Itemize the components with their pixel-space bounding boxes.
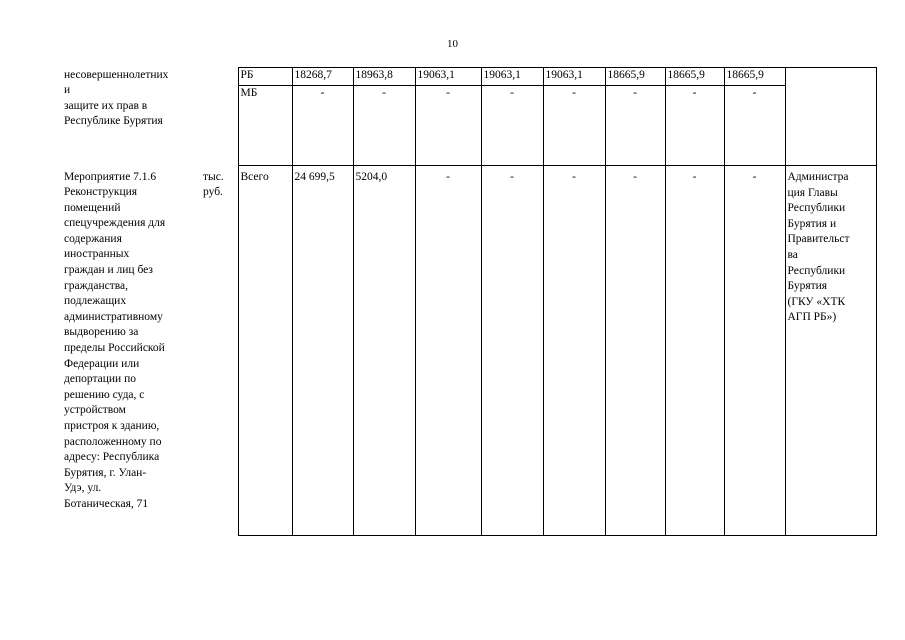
source-cell: РБ — [238, 68, 292, 86]
unit-cell — [201, 68, 238, 166]
item-name-cell: несовершеннолетних и защите их прав в Республике Бурятия — [64, 68, 169, 128]
value-cell: 5204,0 — [353, 166, 415, 536]
page-number: 10 — [447, 38, 458, 50]
value-cell: 19063,1 — [415, 68, 481, 86]
value-cell: 24 699,5 — [292, 166, 353, 536]
value-cell: - — [415, 166, 481, 536]
value-cell: - — [543, 166, 605, 536]
value-cell: - — [605, 86, 665, 166]
value-cell: - — [415, 86, 481, 166]
table-row — [62, 166, 876, 536]
executor-cell — [785, 68, 876, 166]
value-cell: 18665,9 — [724, 68, 785, 86]
value-cell: - — [665, 86, 724, 166]
value-cell: 18268,7 — [292, 68, 353, 86]
table-row — [62, 68, 876, 86]
value-cell: - — [605, 166, 665, 536]
value-cell: - — [724, 166, 785, 536]
item-name-cell: Мероприятие 7.1.6 Реконструкция помещений спецучреждения для содержания иностранных граждан и лиц без гражданства, подлежащих административному выдворению за пределы Российской Федерации или депортации по решению суда, с устройством пристроя к зданию, расположенному по адресу: Республика Бурятия, г. Улан- Удэ, ул. Ботаническая, 71 — [64, 170, 166, 510]
value-cell: - — [353, 86, 415, 166]
value-cell: - — [724, 86, 785, 166]
executor-cell: Администра ция Главы Республики Бурятия и Правительст ва Республики Бурятия (ГКУ «ХТК АГП РБ») — [785, 166, 876, 536]
value-cell: - — [292, 86, 353, 166]
value-cell: 18665,9 — [665, 68, 724, 86]
source-cell: Всего — [238, 166, 292, 536]
program-table — [62, 67, 877, 536]
unit-cell: тыс. руб. — [203, 170, 224, 199]
value-cell: 19063,1 — [481, 68, 543, 86]
value-cell: 18963,8 — [353, 68, 415, 86]
value-cell: - — [481, 166, 543, 536]
value-cell: - — [543, 86, 605, 166]
value-cell: - — [481, 86, 543, 166]
value-cell: 19063,1 — [543, 68, 605, 86]
value-cell: - — [665, 166, 724, 536]
value-cell: 18665,9 — [605, 68, 665, 86]
source-cell: МБ — [238, 86, 292, 166]
